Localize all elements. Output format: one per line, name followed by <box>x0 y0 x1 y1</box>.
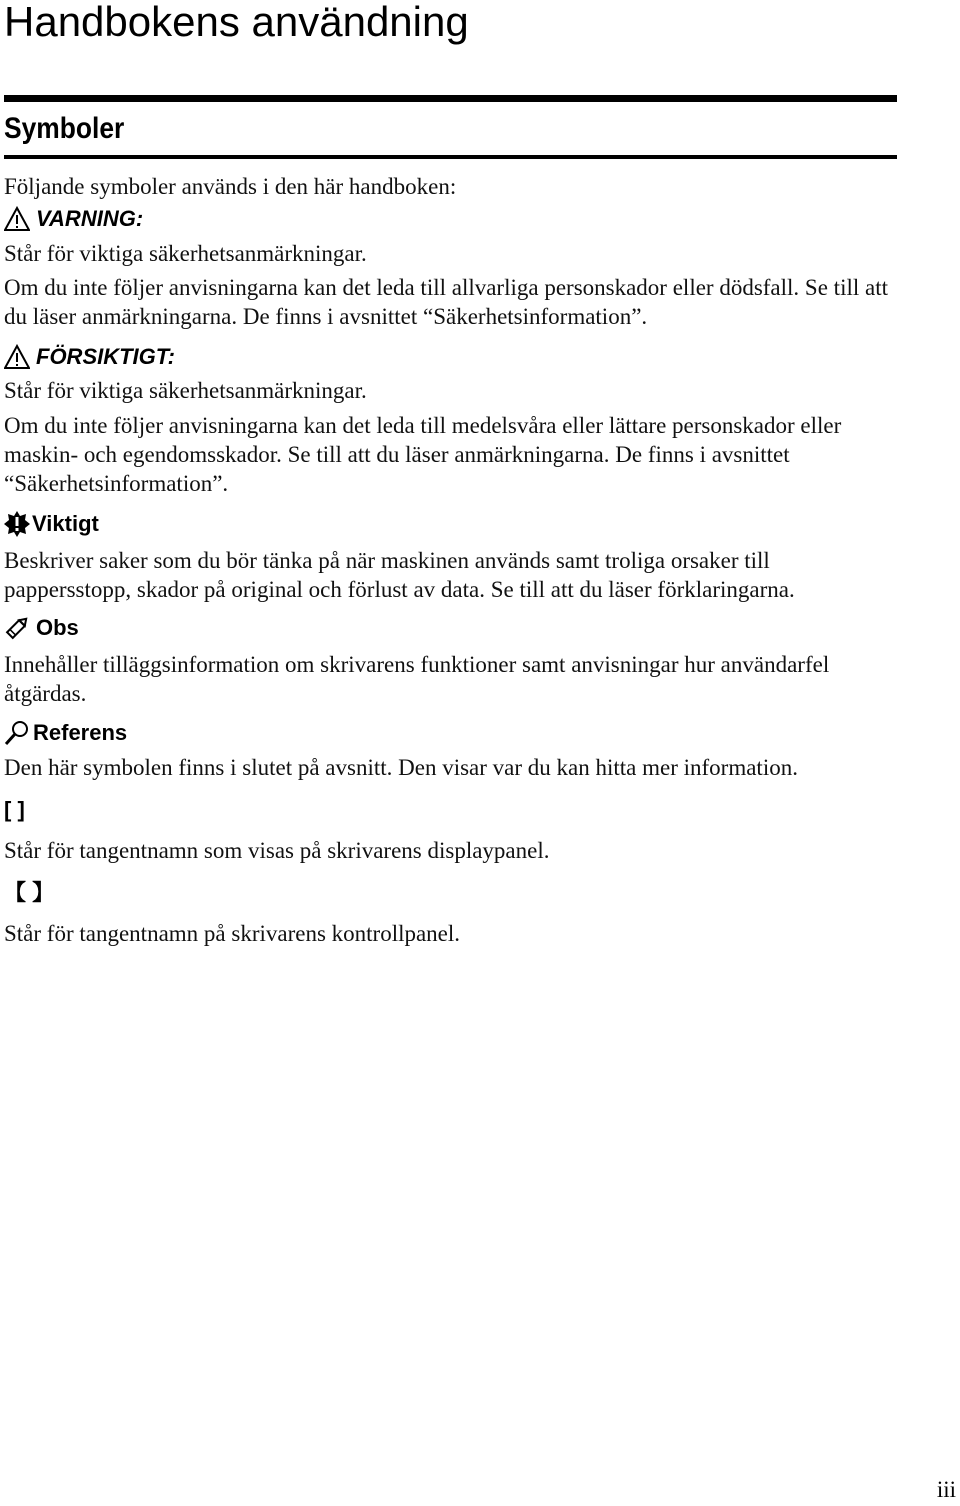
caution-heading <box>4 343 897 370</box>
page-title: Handbokens användning <box>4 0 469 45</box>
important-label: Viktigt <box>32 511 99 536</box>
note-heading <box>4 614 897 641</box>
warning-label: VARNING: <box>36 206 144 231</box>
warning-triangle-icon <box>4 206 30 232</box>
note-label: Obs <box>36 615 79 640</box>
warning-triangle-icon <box>4 344 30 370</box>
reference-label: Referens <box>33 720 128 745</box>
note-text: Innehåller tilläggsinformation om skrivarens funktioner samt anvisningar hur användarfel åtgärdas. <box>4 652 830 706</box>
important-heading <box>4 510 897 537</box>
reference-text: Den här symbolen finns i slutet på avsnitt. Den visar var du kan hitta mer information. <box>4 755 798 780</box>
square-brackets-text: Står för tangentnamn som visas på skrivarens displaypanel. <box>4 838 550 863</box>
section-heading: Symboler <box>4 112 125 145</box>
warning-heading <box>4 205 897 232</box>
exclamation-burst-icon <box>4 511 30 537</box>
square-brackets-label: [ ] <box>4 797 25 822</box>
caution-label: FÖRSIKTIGT: <box>36 344 175 369</box>
square-brackets-heading <box>4 796 897 823</box>
caution-line2: Om du inte följer anvisningarna kan det leda till medelsvåra eller lättare personskador eller maskin- och egendomsskador. Se till att du läser anmärkningarna. De finns i avsnittet “Säkerhetsinformation”. <box>4 413 842 496</box>
warning-line1: Står för viktiga säkerhetsanmärkningar. <box>4 241 367 266</box>
section-rule-top <box>4 95 897 102</box>
intro-text: Följande symboler används i den här handboken: <box>4 174 457 199</box>
lenticular-brackets-heading <box>4 879 897 906</box>
section-rule-bottom <box>4 155 897 159</box>
lenticular-brackets-text: Står för tangentnamn på skrivarens kontrollpanel. <box>4 921 461 946</box>
lenticular-brackets-label: 【 】 <box>4 880 55 905</box>
caution-line1: Står för viktiga säkerhetsanmärkningar. <box>4 378 367 403</box>
page-number: iii <box>936 1477 956 1502</box>
pencil-icon <box>4 615 30 641</box>
warning-line2: Om du inte följer anvisningarna kan det leda till allvarliga personskador eller dödsfall. Se till att du läser anmärkningarna. De finns i avsnittet “Säkerhetsinformation”. <box>4 275 888 329</box>
reference-heading <box>4 719 897 746</box>
magnifier-icon <box>4 720 30 746</box>
important-text: Beskriver saker som du bör tänka på när maskinen används samt troliga orsaker till pappersstopp, skador på original och förlust av data. Se till att du läser förklaringarna. <box>4 548 795 602</box>
content-body <box>4 172 897 948</box>
